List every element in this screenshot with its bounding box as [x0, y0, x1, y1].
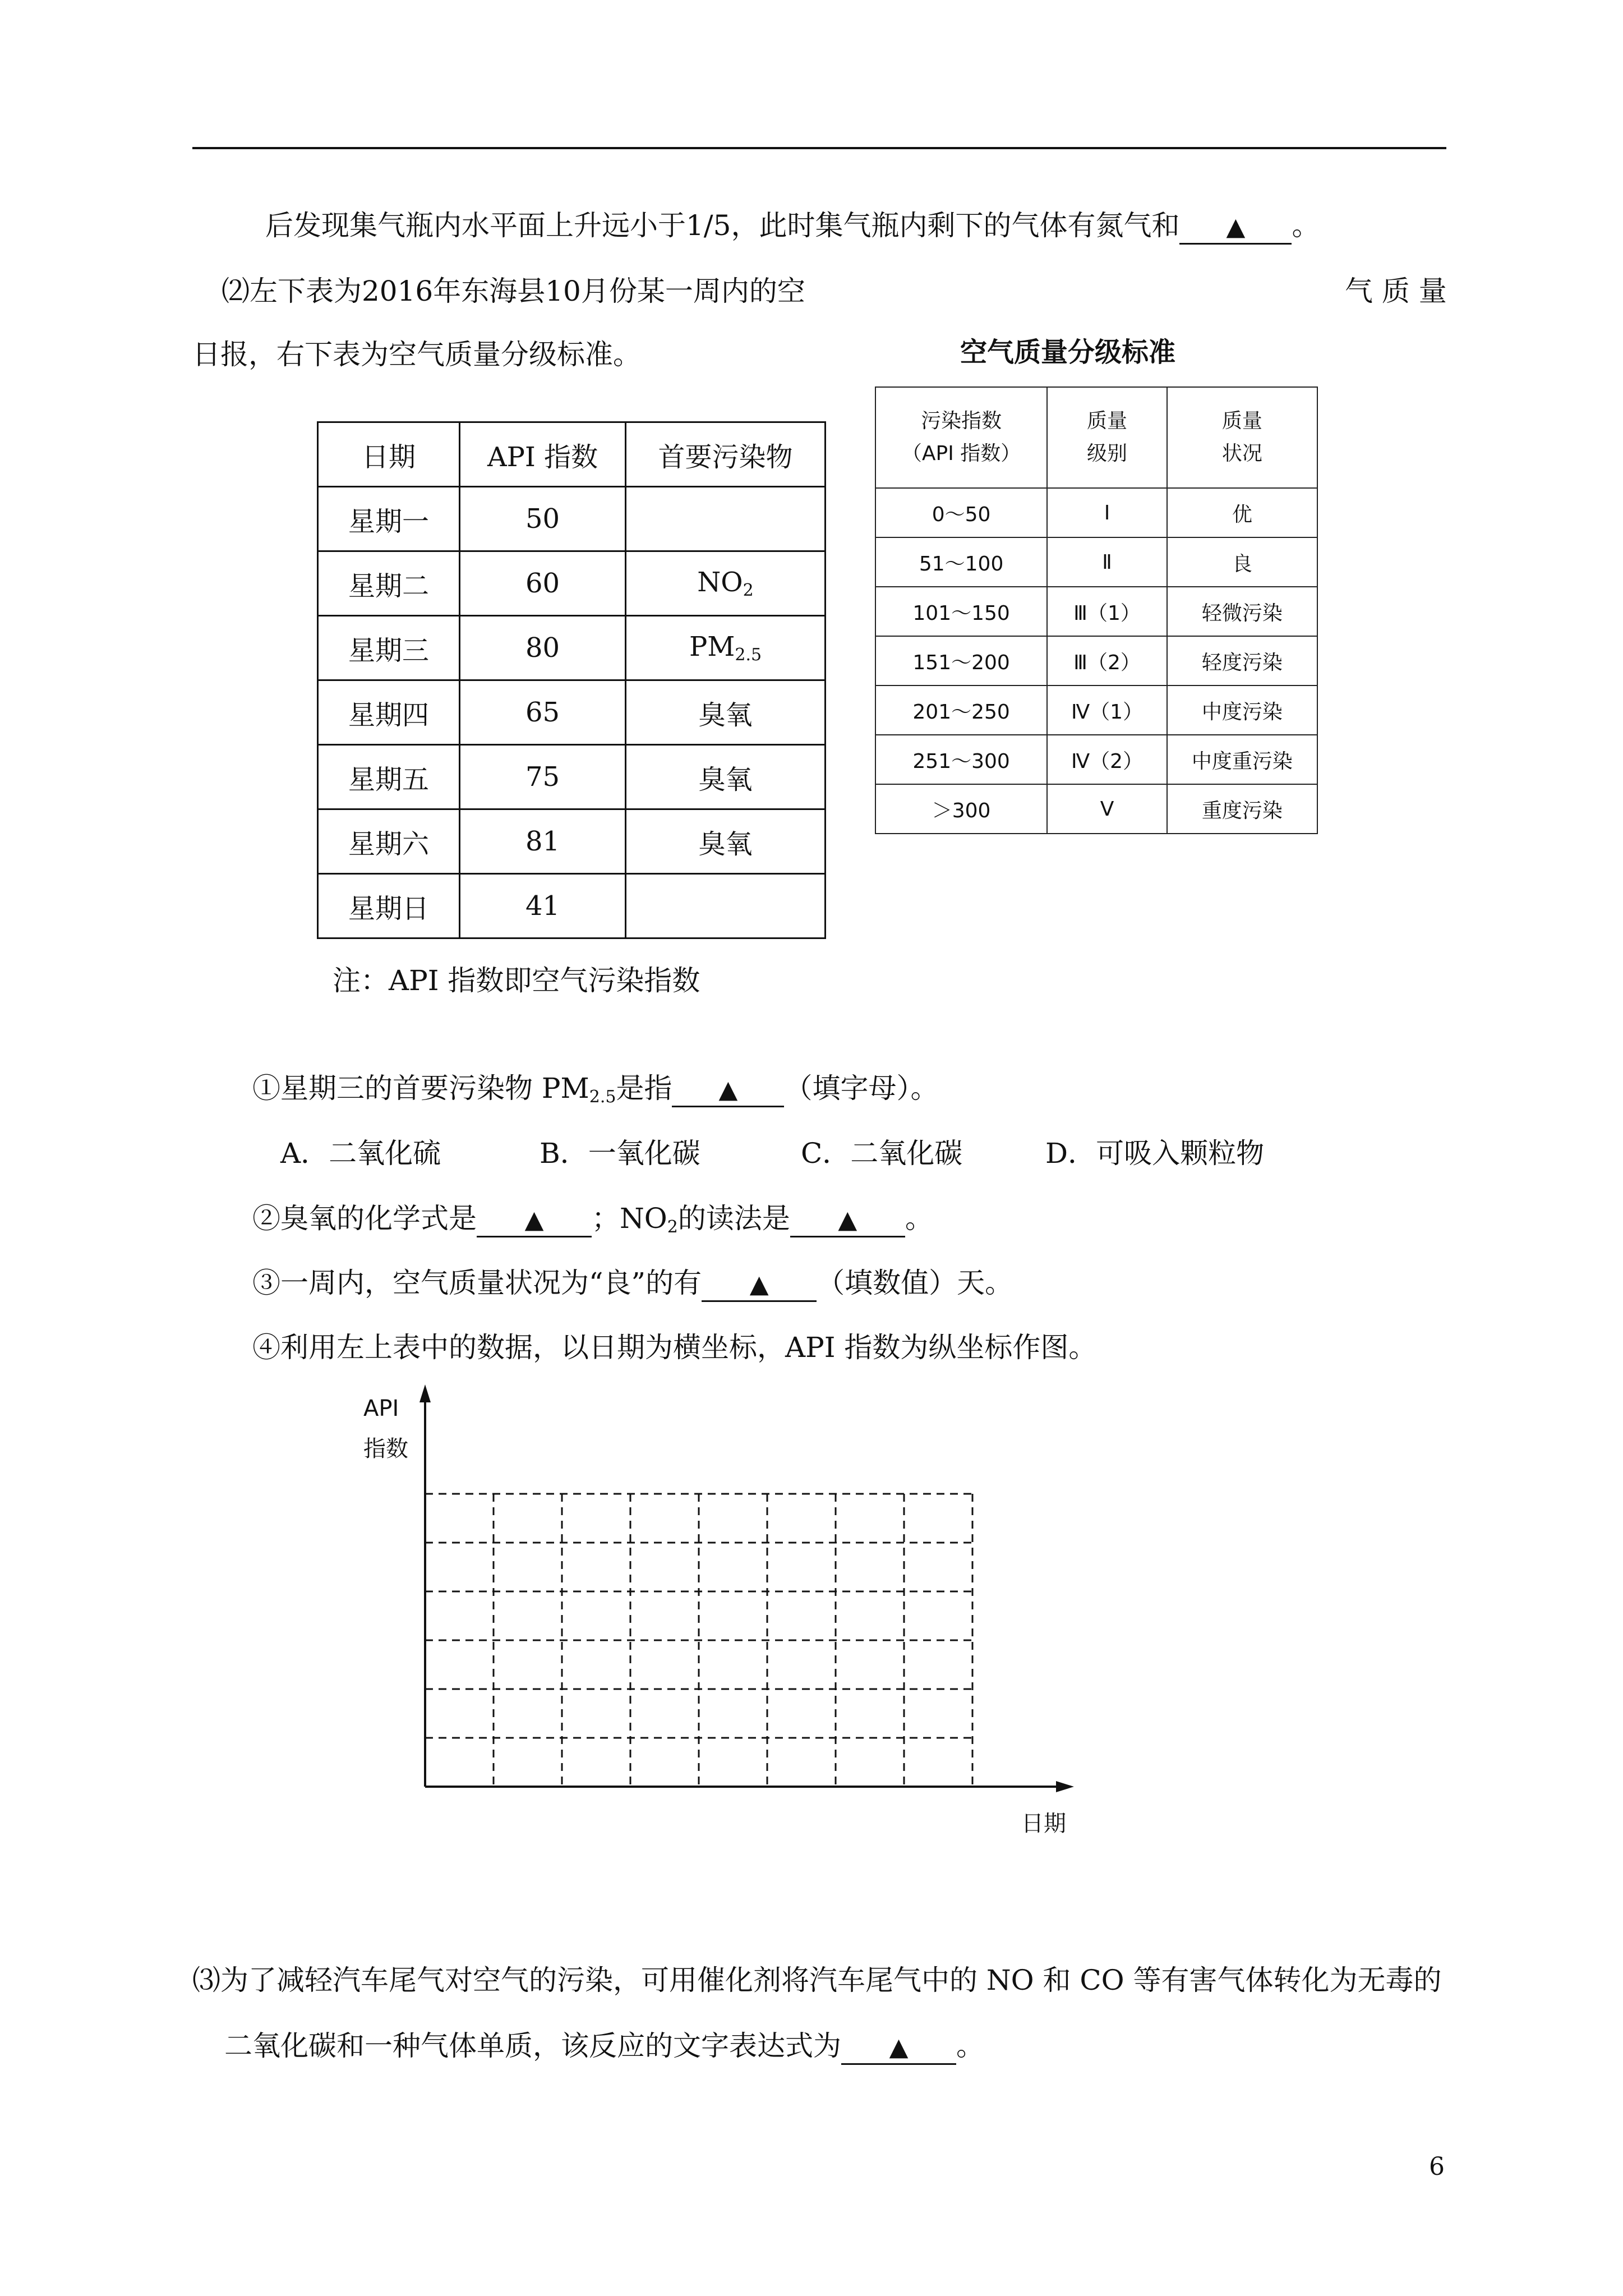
table-row: [318, 745, 826, 809]
question-4: ④利用左上表中的数据，以日期为横坐标，API 指数为纵坐标作图。: [252, 1331, 1097, 1364]
table-row: [875, 587, 1317, 636]
api-cell: 81: [460, 809, 626, 874]
answer-blank-gas[interactable]: [1179, 210, 1292, 245]
day-cell: 星期三: [318, 616, 460, 680]
grade-header-status: 质量 状况: [1167, 387, 1317, 488]
q2-label-cont: 日报，右下表为空气质量分级标准。: [192, 338, 641, 371]
option-a: A．二氧化硫: [280, 1137, 441, 1170]
grade-header-level: 质量 级别: [1047, 387, 1167, 488]
pollutant-cell: [626, 487, 826, 551]
answer-blank-good-days[interactable]: [702, 1267, 817, 1302]
blank-graph-grid[interactable]: [393, 1380, 1088, 1818]
range-cell: 51～100: [875, 537, 1047, 587]
table-row: [875, 735, 1317, 784]
weekly-api-table: [317, 421, 826, 939]
triangle-icon: ▲: [838, 1205, 857, 1234]
table-row: [318, 809, 826, 874]
level-cell: Ⅴ: [1047, 784, 1167, 834]
day-cell: 星期六: [318, 809, 460, 874]
level-cell: Ⅰ: [1047, 488, 1167, 537]
air-quality-grade-table: [875, 386, 1318, 834]
question-2: ②臭氧的化学式是 ▲ ；$NO_2$的读法是 ▲ 。: [252, 1202, 933, 1237]
option-b: B．一氧化碳: [540, 1137, 700, 1170]
grid-lines: [425, 1494, 976, 1787]
status-cell: 轻度污染: [1167, 636, 1317, 685]
table-row: [875, 685, 1317, 735]
table-row: [318, 874, 826, 938]
grade-header-row: [875, 387, 1317, 488]
day-cell: 星期四: [318, 680, 460, 745]
range-cell: 0～50: [875, 488, 1047, 537]
y-axis-arrow-icon: [419, 1384, 431, 1402]
pollutant-cell: $PM_{2.5}$: [626, 616, 826, 680]
question-1: ①星期三的首要污染物 $PM_{2.5}$是指 ▲ （填字母）。: [252, 1072, 939, 1107]
triangle-icon: ▲: [524, 1205, 544, 1234]
api-cell: 60: [460, 551, 626, 616]
option-d: D．可吸入颗粒物: [1045, 1137, 1265, 1170]
triangle-icon: ▲: [1226, 213, 1246, 241]
day-cell: 星期五: [318, 745, 460, 809]
table-row: [318, 680, 826, 745]
status-cell: 中度污染: [1167, 685, 1317, 735]
pollutant-cell: $NO_2$: [626, 551, 826, 616]
answer-blank-ozone-formula[interactable]: [477, 1203, 592, 1237]
table-row: [875, 537, 1317, 587]
status-cell: 优: [1167, 488, 1317, 537]
table-row: [318, 616, 826, 680]
graph-y-label-2: 指数: [363, 1436, 408, 1462]
graph-x-label: 日期: [1021, 1811, 1066, 1837]
api-cell: 50: [460, 487, 626, 551]
q2-label-right: 气 质 量: [1345, 275, 1447, 307]
day-cell: 星期日: [318, 874, 460, 938]
pollutant-cell: 臭氧: [626, 745, 826, 809]
level-cell: Ⅲ（1）: [1047, 587, 1167, 636]
day-cell: 星期一: [318, 487, 460, 551]
pollutant-cell: [626, 874, 826, 938]
triangle-icon: ▲: [889, 2033, 909, 2062]
level-cell: Ⅱ: [1047, 537, 1167, 587]
api-cell: 75: [460, 745, 626, 809]
header-api: API 指数: [460, 422, 626, 487]
header-date: 日期: [318, 422, 460, 487]
range-cell: 201～250: [875, 685, 1047, 735]
status-cell: 良: [1167, 537, 1317, 587]
answer-blank-q1[interactable]: [672, 1073, 784, 1107]
range-cell: 101～150: [875, 587, 1047, 636]
range-cell: ＞300: [875, 784, 1047, 834]
question-3: ③一周内，空气质量状况为“良”的有 ▲ （填数值）天。: [252, 1266, 1013, 1302]
api-cell: 80: [460, 616, 626, 680]
triangle-icon: ▲: [718, 1075, 738, 1104]
x-axis-arrow-icon: [1056, 1781, 1074, 1792]
graph-y-label-1: API: [363, 1396, 399, 1421]
status-cell: 中度重污染: [1167, 735, 1317, 784]
range-cell: 251～300: [875, 735, 1047, 784]
table-row: [875, 488, 1317, 537]
range-cell: 151～200: [875, 636, 1047, 685]
day-cell: 星期二: [318, 551, 460, 616]
grade-table-title: 空气质量分级标准: [960, 337, 1176, 368]
level-cell: Ⅳ（2）: [1047, 735, 1167, 784]
table-row: [875, 636, 1317, 685]
triangle-icon: ▲: [749, 1270, 769, 1299]
pollutant-cell: 臭氧: [626, 680, 826, 745]
answer-blank-equation[interactable]: [841, 2030, 956, 2065]
table-row: [318, 487, 826, 551]
api-cell: 41: [460, 874, 626, 938]
api-cell: 65: [460, 680, 626, 745]
level-cell: Ⅲ（2）: [1047, 636, 1167, 685]
table-header-row: [318, 422, 826, 487]
header-rule: [192, 147, 1446, 149]
table-note: 注：API 指数即空气污染指数: [333, 964, 700, 997]
q3-section-line1: ⑶为了减轻汽车尾气对空气的污染，可用催化剂将汽车尾气中的 NO 和 CO 等有害气体转化为无毒的: [192, 1964, 1442, 1996]
answer-blank-no2-reading[interactable]: [790, 1203, 905, 1237]
option-c: C．二氧化碳: [801, 1137, 963, 1170]
table-row: [318, 551, 826, 616]
status-cell: 轻微污染: [1167, 587, 1317, 636]
pollutant-cell: 臭氧: [626, 809, 826, 874]
table-row: [875, 784, 1317, 834]
header-pollutant: 首要污染物: [626, 422, 826, 487]
q3-section-line2: 二氧化碳和一种气体单质，该反应的文字表达式为 ▲ 。: [224, 2029, 984, 2065]
intro-line: 后发现集气瓶内水平面上升远小于1/5，此时集气瓶内剩下的气体有氮气和 ▲ 。: [265, 209, 1320, 245]
grade-header-index: 污染指数 （API 指数）: [875, 387, 1047, 488]
level-cell: Ⅳ（1）: [1047, 685, 1167, 735]
status-cell: 重度污染: [1167, 784, 1317, 834]
page-number: 6: [1429, 2152, 1445, 2181]
q2-label: ⑵左下表为2016年东海县10月份某一周内的空: [222, 275, 805, 307]
intro-text: 后发现集气瓶内水平面上升远小于1/5，此时集气瓶内剩下的气体有氮气和: [265, 209, 1180, 242]
